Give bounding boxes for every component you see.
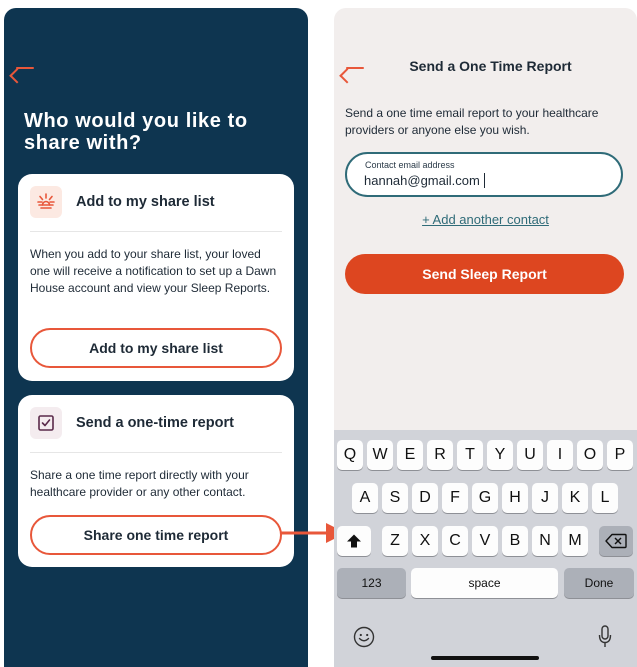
keyboard-row-3 <box>334 526 637 556</box>
key-m[interactable]: M <box>562 526 588 556</box>
key-h[interactable]: H <box>502 483 528 513</box>
key-x[interactable]: X <box>412 526 438 556</box>
done-key[interactable]: Done <box>564 568 634 598</box>
share-list-heading: Add to my share list <box>76 194 215 210</box>
one-time-report-card <box>18 395 294 567</box>
send-sleep-report-button[interactable]: Send Sleep Report <box>345 254 624 294</box>
key-c[interactable]: C <box>442 526 468 556</box>
emoji-icon[interactable] <box>353 626 375 648</box>
key-q[interactable]: Q <box>337 440 363 470</box>
key-u[interactable]: U <box>517 440 543 470</box>
divider <box>30 452 282 453</box>
email-field-value[interactable]: hannah@gmail.com <box>364 173 480 188</box>
page-title: Send a One Time Report <box>409 58 572 74</box>
keyboard-row-2 <box>334 483 637 513</box>
key-l[interactable]: L <box>592 483 618 513</box>
sunrise-icon <box>30 186 62 218</box>
one-time-report-screen <box>334 8 637 667</box>
share-list-description: When you add to your share list, your loved one will receive a notification to set up a Dawn House account and view your Sleep Reports. <box>30 247 277 295</box>
key-t[interactable]: T <box>457 440 483 470</box>
key-i[interactable]: I <box>547 440 573 470</box>
key-v[interactable]: V <box>472 526 498 556</box>
key-e[interactable]: E <box>397 440 423 470</box>
key-o[interactable]: O <box>577 440 603 470</box>
text-caret <box>484 173 486 188</box>
space-key[interactable]: space <box>411 568 558 598</box>
key-d[interactable]: D <box>412 483 438 513</box>
key-b[interactable]: B <box>502 526 528 556</box>
key-y[interactable]: Y <box>487 440 513 470</box>
key-w[interactable]: W <box>367 440 393 470</box>
key-a[interactable]: A <box>352 483 378 513</box>
microphone-icon[interactable] <box>598 625 612 649</box>
share-list-card <box>18 174 294 381</box>
share-one-time-report-button[interactable]: Share one time report <box>30 515 282 555</box>
one-time-report-heading: Send a one-time report <box>76 415 234 431</box>
keyboard-row-1 <box>334 440 637 470</box>
keyboard-row-4 <box>334 568 637 598</box>
share-options-screen <box>4 8 308 667</box>
key-p[interactable]: P <box>607 440 633 470</box>
key-g[interactable]: G <box>472 483 498 513</box>
key-f[interactable]: F <box>442 483 468 513</box>
home-indicator[interactable] <box>431 656 539 660</box>
shift-key-icon[interactable] <box>337 526 371 556</box>
checkbox-icon <box>30 407 62 439</box>
one-time-report-description: Share a one time report directly with your healthcare provider or any other contact. <box>30 468 249 499</box>
numbers-key[interactable]: 123 <box>337 568 406 598</box>
back-arrow-icon[interactable] <box>14 60 36 76</box>
on-screen-keyboard <box>334 430 637 667</box>
key-j[interactable]: J <box>532 483 558 513</box>
divider <box>30 231 282 232</box>
key-s[interactable]: S <box>382 483 408 513</box>
key-n[interactable]: N <box>532 526 558 556</box>
key-r[interactable]: R <box>427 440 453 470</box>
key-k[interactable]: K <box>562 483 588 513</box>
backspace-key-icon[interactable] <box>599 526 633 556</box>
report-description: Send a one time email report to your healthcare providers or anyone else you wish. <box>345 106 599 137</box>
add-another-contact-link[interactable]: + Add another contact <box>422 212 549 227</box>
key-z[interactable]: Z <box>382 526 408 556</box>
page-title: Who would you like to share with? <box>24 110 248 154</box>
contact-email-field[interactable] <box>345 152 623 197</box>
add-to-share-list-button[interactable]: Add to my share list <box>30 328 282 368</box>
email-field-label: Contact email address <box>365 160 455 170</box>
